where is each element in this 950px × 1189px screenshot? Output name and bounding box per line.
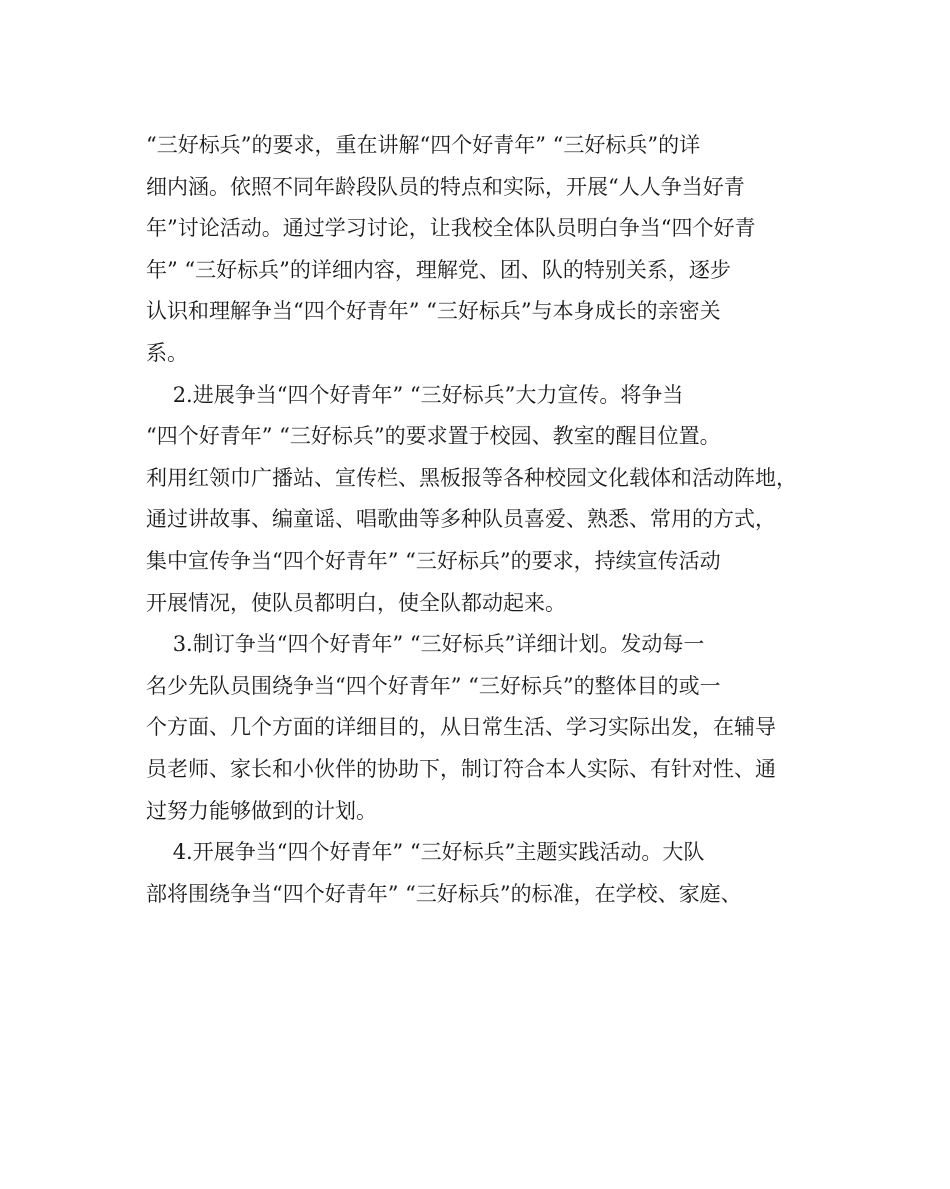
text-line: 利用红领巾广播站、宣传栏、黑板报等各种校园文化载体和活动阵地， bbox=[146, 465, 797, 490]
text-line: 员老师、家长和小伙伴的协助下，制订符合本人实际、有针对性、通 bbox=[146, 756, 776, 781]
text-line: 认识和理解争当“四个好青年” “三好标兵”与本身成长的亲密关 bbox=[146, 299, 721, 324]
text-line: “四个好青年” “三好标兵”的要求置于校园、教室的醒目位置。 bbox=[146, 424, 721, 449]
paragraph-2 bbox=[146, 376, 806, 623]
text-line: “三好标兵”的要求，重在讲解“四个好青年” “三好标兵”的详 bbox=[146, 133, 701, 157]
text-line: 个方面、几个方面的详细目的，从日常生活、学习实际出发，在辅导 bbox=[146, 715, 776, 740]
text-line: 2.进展争当“四个好青年” “三好标兵”大力宣传。将争当 bbox=[146, 382, 684, 407]
document-body bbox=[146, 126, 806, 916]
text-line: 集中宣传争当“四个好青年” “三好标兵”的要求，持续宣传活动 bbox=[146, 548, 721, 573]
text-line: 细内涵。依照不同年龄段队员的特点和实际，开展“人人争当好青 bbox=[146, 174, 745, 199]
text-line: 开展情况，使队员都明白，使全队都动起来。 bbox=[146, 590, 566, 615]
text-line: 3.制订争当“四个好青年” “三好标兵”详细计划。发动每一 bbox=[146, 632, 705, 657]
text-line: 年” “三好标兵”的详细内容，理解党、团、队的特别关系，逐步 bbox=[146, 257, 731, 282]
text-line: 系。 bbox=[146, 340, 188, 365]
text-line: 年”讨论活动。通过学习讨论，让我校全体队员明白争当“四个好青 bbox=[146, 216, 756, 241]
paragraph-1 bbox=[146, 126, 806, 373]
text-line: 过努力能够做到的计划。 bbox=[146, 798, 377, 823]
text-line: 4.开展争当“四个好青年” “三好标兵”主题实践活动。大队 bbox=[146, 840, 705, 865]
text-line: 部将围绕争当“四个好青年” “三好标兵”的标准，在学校、家庭、 bbox=[146, 881, 742, 906]
paragraph-3 bbox=[146, 625, 806, 830]
text-line: 通过讲故事、编童谣、唱歌曲等多种队员喜爱、熟悉、常用的方式， bbox=[146, 507, 776, 532]
paragraph-4 bbox=[146, 833, 806, 914]
text-line: 名少先队员围绕争当“四个好青年” “三好标兵”的整体目的或一 bbox=[146, 673, 721, 698]
